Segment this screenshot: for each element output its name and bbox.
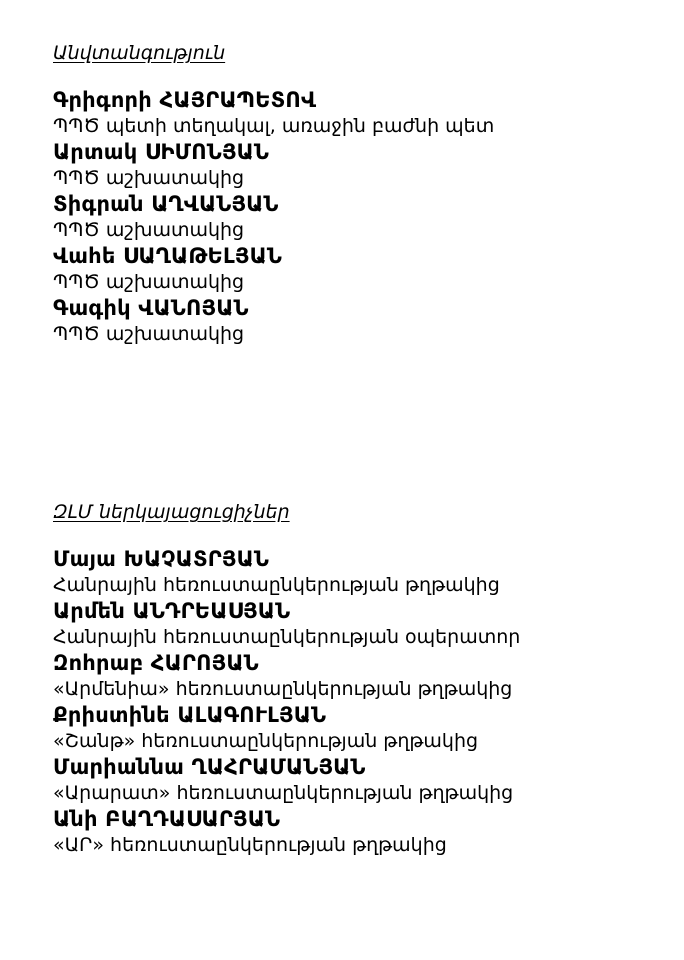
people-list [53, 546, 673, 858]
person-role: «Արմենիա» հեռուստաընկերության թղթակից [53, 678, 513, 700]
person-role: Հանրային հեռուստաընկերության օպերատոր [53, 626, 521, 648]
person-name: Վահե ՍԱՂԱԹԵԼՅԱՆ [53, 244, 283, 268]
person-name: Արտակ ՍԻՄՈՆՅԱՆ [53, 140, 270, 164]
person-name: Մայա ԽԱՉԱՏՐՅԱՆ [53, 547, 270, 571]
person-name: Մարիաննա ՂԱՀՐԱՄԱՆՅԱՆ [53, 755, 366, 779]
security-section [53, 40, 673, 347]
person-role: ՊՊԾ աշխատակից [53, 323, 245, 345]
person-role: «Շանթ» հեռուստաընկերության թղթակից [53, 730, 479, 752]
list-item [53, 87, 673, 139]
list-item [53, 191, 673, 243]
person-name: Արմեն ԱՆԴՐԵԱՍՅԱՆ [53, 599, 291, 623]
person-name: Գագիկ ՎԱՆՈՅԱՆ [53, 296, 249, 320]
people-list [53, 87, 673, 347]
list-item [53, 598, 673, 650]
person-name: Քրիստինե ԱԼԱԳՈՒԼՅԱՆ [53, 703, 327, 727]
list-item [53, 295, 673, 347]
person-role: ՊՊԾ պետի տեղակալ, առաջին բաժնի պետ [53, 115, 495, 137]
person-role: ՊՊԾ աշխատակից [53, 167, 245, 189]
person-role: Հանրային հեռուստաընկերության թղթակից [53, 574, 500, 596]
person-name: Անի ԲԱՂԴԱՍԱՐՅԱՆ [53, 807, 281, 831]
section-title: ԶԼՄ ներկայացուցիչներ [53, 501, 290, 523]
list-item [53, 650, 673, 702]
section-title: Անվտանգություն [53, 42, 226, 64]
list-item [53, 702, 673, 754]
person-name: Զոհրաբ ՀԱՐՈՅԱՆ [53, 651, 259, 675]
list-item [53, 806, 673, 858]
list-item [53, 754, 673, 806]
person-role: ՊՊԾ աշխատակից [53, 271, 245, 293]
person-role: «ԱՐ» հեռուստաընկերության թղթակից [53, 834, 447, 856]
media-section [53, 499, 673, 858]
person-name: Տիգրան ԱՂՎԱՆՅԱՆ [53, 192, 279, 216]
list-item [53, 243, 673, 295]
person-role: ՊՊԾ աշխատակից [53, 219, 245, 241]
list-item [53, 546, 673, 598]
list-item [53, 139, 673, 191]
person-name: Գրիգորի ՀԱՅՐԱՊԵՏՈՎ [53, 88, 317, 112]
person-role: «Արարատ» հեռուստաընկերության թղթակից [53, 782, 514, 804]
